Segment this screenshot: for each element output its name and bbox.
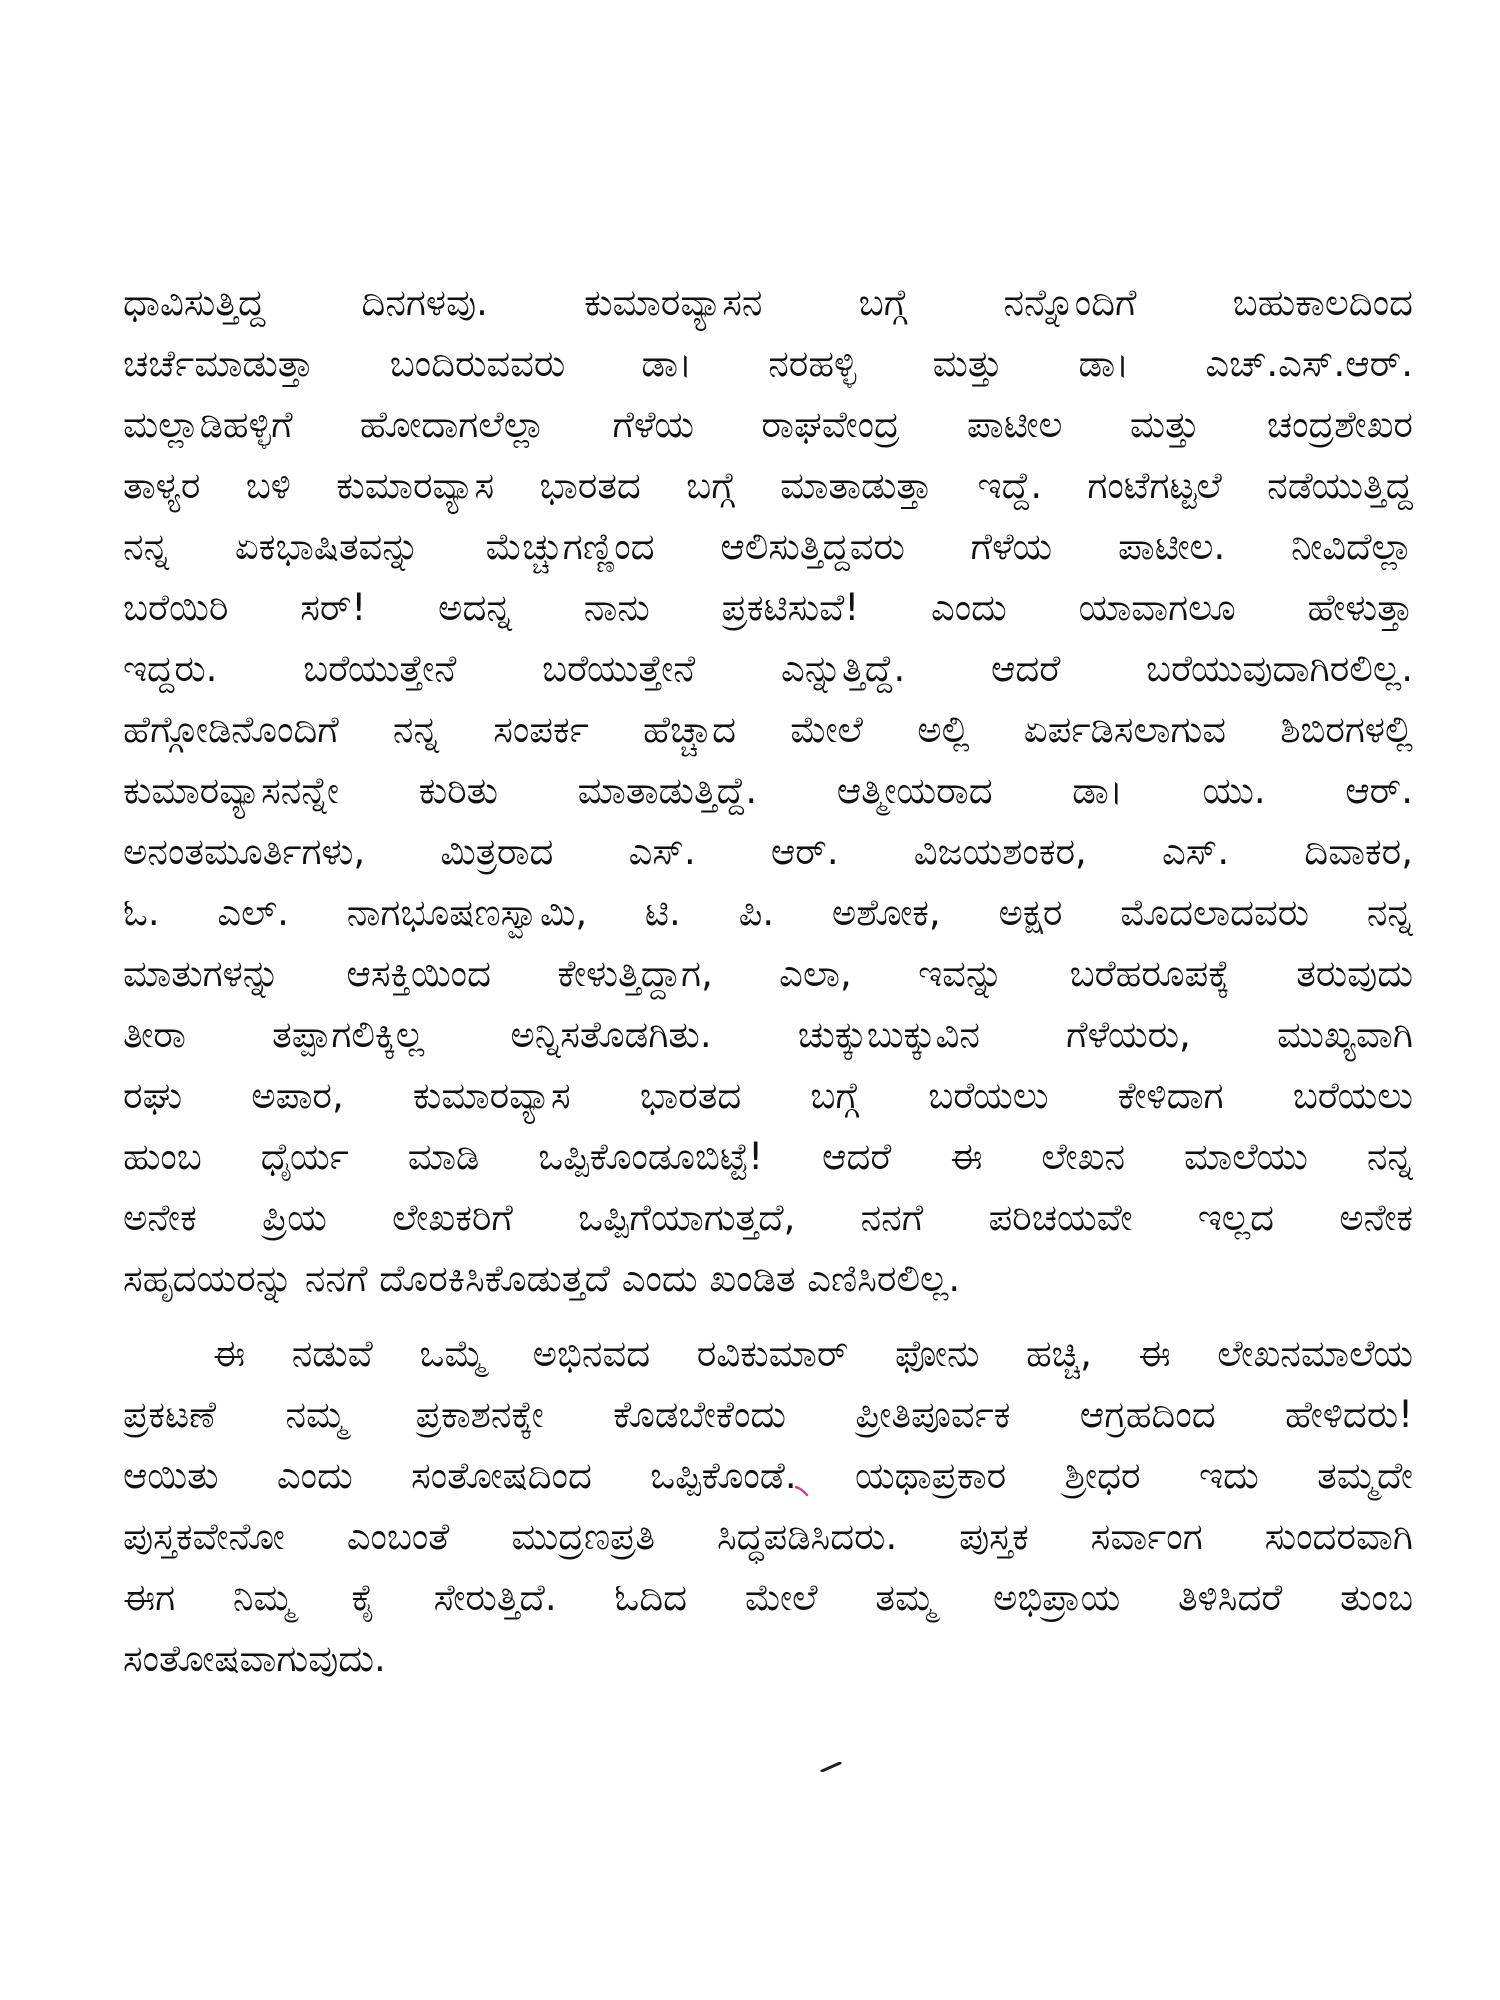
text-line: ಸಹೃದಯರನ್ನು ನನಗೆ ದೊರಕಿಸಿಕೊಡುತ್ತದೆ ಎಂದು ಖಂಡಿತ ಎಣಿಸಿರಲಿಲ್ಲ. bbox=[123, 1257, 961, 1300]
pen-mark-icon bbox=[820, 1762, 842, 1772]
text-line: ಈ ನಡುವೆ ಒಮ್ಮೆ ಅಭಿನವದ ರವಿಕುಮಾರ್ ಫೋನು ಹಚ್ಚಿ, ಈ ಲೇಖನಮಾಲೆಯ bbox=[213, 1332, 1413, 1375]
text-line: ಧಾವಿಸುತ್ತಿದ್ದ ದಿನಗಳವು. ಕುಮಾರವ್ಯಾಸನ ಬಗ್ಗೆ ನನ್ನೊಂದಿಗೆ ಬಹುಕಾಲದಿಂದ bbox=[123, 281, 1413, 324]
text-line: ಈಗ ನಿಮ್ಮ ಕೈ ಸೇರುತ್ತಿದೆ. ಓದಿದ ಮೇಲೆ ತಮ್ಮ ಅಭಿಪ್ರಾಯ ತಿಳಿಸಿದರೆ ತುಂಬ bbox=[123, 1576, 1413, 1619]
text-line: ಅನೇಕ ಪ್ರಿಯ ಲೇಖಕರಿಗೆ ಒಪ್ಪಿಗೆಯಾಗುತ್ತದೆ, ನನಗೆ ಪರಿಚಯವೇ ಇಲ್ಲದ ಅನೇಕ bbox=[123, 1196, 1413, 1239]
text-line: ಹುಂಬ ಧೈರ್ಯ ಮಾಡಿ ಒಪ್ಪಿಕೊಂಡೂಬಿಟ್ಟೆ! ಆದರೆ ಈ ಲೇಖನ ಮಾಲೆಯು ನನ್ನ bbox=[123, 1135, 1413, 1178]
pen-stroke bbox=[822, 1763, 840, 1771]
text-line: ಸಂತೋಷವಾಗುವುದು. bbox=[123, 1637, 386, 1680]
text-line: ರಘು ಅಪಾರ, ಕುಮಾರವ್ಯಾಸ ಭಾರತದ ಬಗ್ಗೆ ಬರೆಯಲು ಕೇಳಿದಾಗ ಬರೆಯಲು bbox=[123, 1074, 1413, 1117]
text-line: ಮಾತುಗಳನ್ನು ಆಸಕ್ತಿಯಿಂದ ಕೇಳುತ್ತಿದ್ದಾಗ, ಎಲಾ, ಇವನ್ನು ಬರೆಹರೂಪಕ್ಕೆ ತರುವುದು bbox=[123, 952, 1413, 995]
text-line: ಕುಮಾರವ್ಯಾಸನನ್ನೇ ಕುರಿತು ಮಾತಾಡುತ್ತಿದ್ದೆ. ಆತ್ಮೀಯರಾದ ಡಾ। ಯು. ಆರ್. bbox=[123, 769, 1413, 812]
text-line: ಇದ್ದರು. ಬರೆಯುತ್ತೇನೆ ಬರೆಯುತ್ತೇನೆ ಎನ್ನುತ್ತಿದ್ದೆ. ಆದರೆ ಬರೆಯುವುದಾಗಿರಲಿಲ್ಲ. bbox=[123, 647, 1413, 690]
body-text bbox=[123, 272, 1413, 1689]
paragraph-2 bbox=[123, 1323, 1413, 1689]
text-line: ಚರ್ಚೆಮಾಡುತ್ತಾ ಬಂದಿರುವವರು ಡಾ। ನರಹಳ್ಳಿ ಮತ್ತು ಡಾ। ಎಚ್.ಎಸ್.ಆರ್. bbox=[123, 342, 1413, 385]
pink-ink-mark-icon bbox=[795, 1485, 809, 1497]
text-line: ತೀರಾ ತಪ್ಪಾಗಲಿಕ್ಕಿಲ್ಲ ಅನ್ನಿಸತೊಡಗಿತು. ಚುಕ್ಕುಬುಕ್ಕುವಿನ ಗೆಳೆಯರು, ಮುಖ್ಯವಾಗಿ bbox=[123, 1013, 1413, 1056]
text-line: ಅನಂತಮೂರ್ತಿಗಳು, ಮಿತ್ರರಾದ ಎಸ್. ಆರ್. ವಿಜಯಶಂಕರ, ಎಸ್. ದಿವಾಕರ, bbox=[123, 830, 1413, 873]
text-line: ಹೆಗ್ಗೋಡಿನೊಂದಿಗೆ ನನ್ನ ಸಂಪರ್ಕ ಹೆಚ್ಚಾದ ಮೇಲೆ ಅಲ್ಲಿ ಏರ್ಪಡಿಸಲಾಗುವ ಶಿಬಿರಗಳಲ್ಲಿ bbox=[123, 708, 1413, 751]
text-line: ನನ್ನ ಏಕಭಾಷಿತವನ್ನು ಮೆಚ್ಚುಗಣ್ಣಿಂದ ಆಲಿಸುತ್ತಿದ್ದವರು ಗೆಳೆಯ ಪಾಟೀಲ. ನೀವಿದೆಲ್ಲಾ bbox=[123, 525, 1413, 568]
text-line: ತಾಳ್ಯರ ಬಳಿ ಕುಮಾರವ್ಯಾಸ ಭಾರತದ ಬಗ್ಗೆ ಮಾತಾಡುತ್ತಾ ಇದ್ದೆ. ಗಂಟೆಗಟ್ಟಲೆ ನಡೆಯುತ್ತಿದ್ದ bbox=[123, 464, 1413, 507]
pink-ink-stroke bbox=[796, 1487, 807, 1495]
paragraph-1 bbox=[123, 272, 1413, 1309]
text-line: ಆಯಿತು ಎಂದು ಸಂತೋಷದಿಂದ ಒಪ್ಪಿಕೊಂಡೆ. ಯಥಾಪ್ರಕಾರ ಶ್ರೀಧರ ಇದು ತಮ್ಮದೇ bbox=[123, 1454, 1413, 1497]
text-line: ಓ. ಎಲ್. ನಾಗಭೂಷಣಸ್ವಾಮಿ, ಟಿ. ಪಿ. ಅಶೋಕ, ಅಕ್ಷರ ಮೊದಲಾದವರು ನನ್ನ bbox=[123, 891, 1413, 934]
text-line: ಪುಸ್ತಕವೇನೋ ಎಂಬಂತೆ ಮುದ್ರಣಪ್ರತಿ ಸಿದ್ಧಪಡಿಸಿದರು. ಪುಸ್ತಕ ಸರ್ವಾಂಗ ಸುಂದರವಾಗಿ bbox=[123, 1515, 1413, 1558]
text-line: ಪ್ರಕಟಣೆ ನಮ್ಮ ಪ್ರಕಾಶನಕ್ಕೇ ಕೊಡಬೇಕೆಂದು ಪ್ರೀತಿಪೂರ್ವಕ ಆಗ್ರಹದಿಂದ ಹೇಳಿದರು! bbox=[123, 1393, 1413, 1436]
text-line: ಮಲ್ಲಾಡಿಹಳ್ಳಿಗೆ ಹೋದಾಗಲೆಲ್ಲಾ ಗೆಳೆಯ ರಾಘವೇಂದ್ರ ಪಾಟೀಲ ಮತ್ತು ಚಂದ್ರಶೇಖರ bbox=[123, 403, 1413, 446]
text-line: ಬರೆಯಿರಿ ಸರ್! ಅದನ್ನ ನಾನು ಪ್ರಕಟಿಸುವೆ! ಎಂದು ಯಾವಾಗಲೂ ಹೇಳುತ್ತಾ bbox=[123, 586, 1413, 629]
paragraph-gap bbox=[123, 1309, 1413, 1323]
